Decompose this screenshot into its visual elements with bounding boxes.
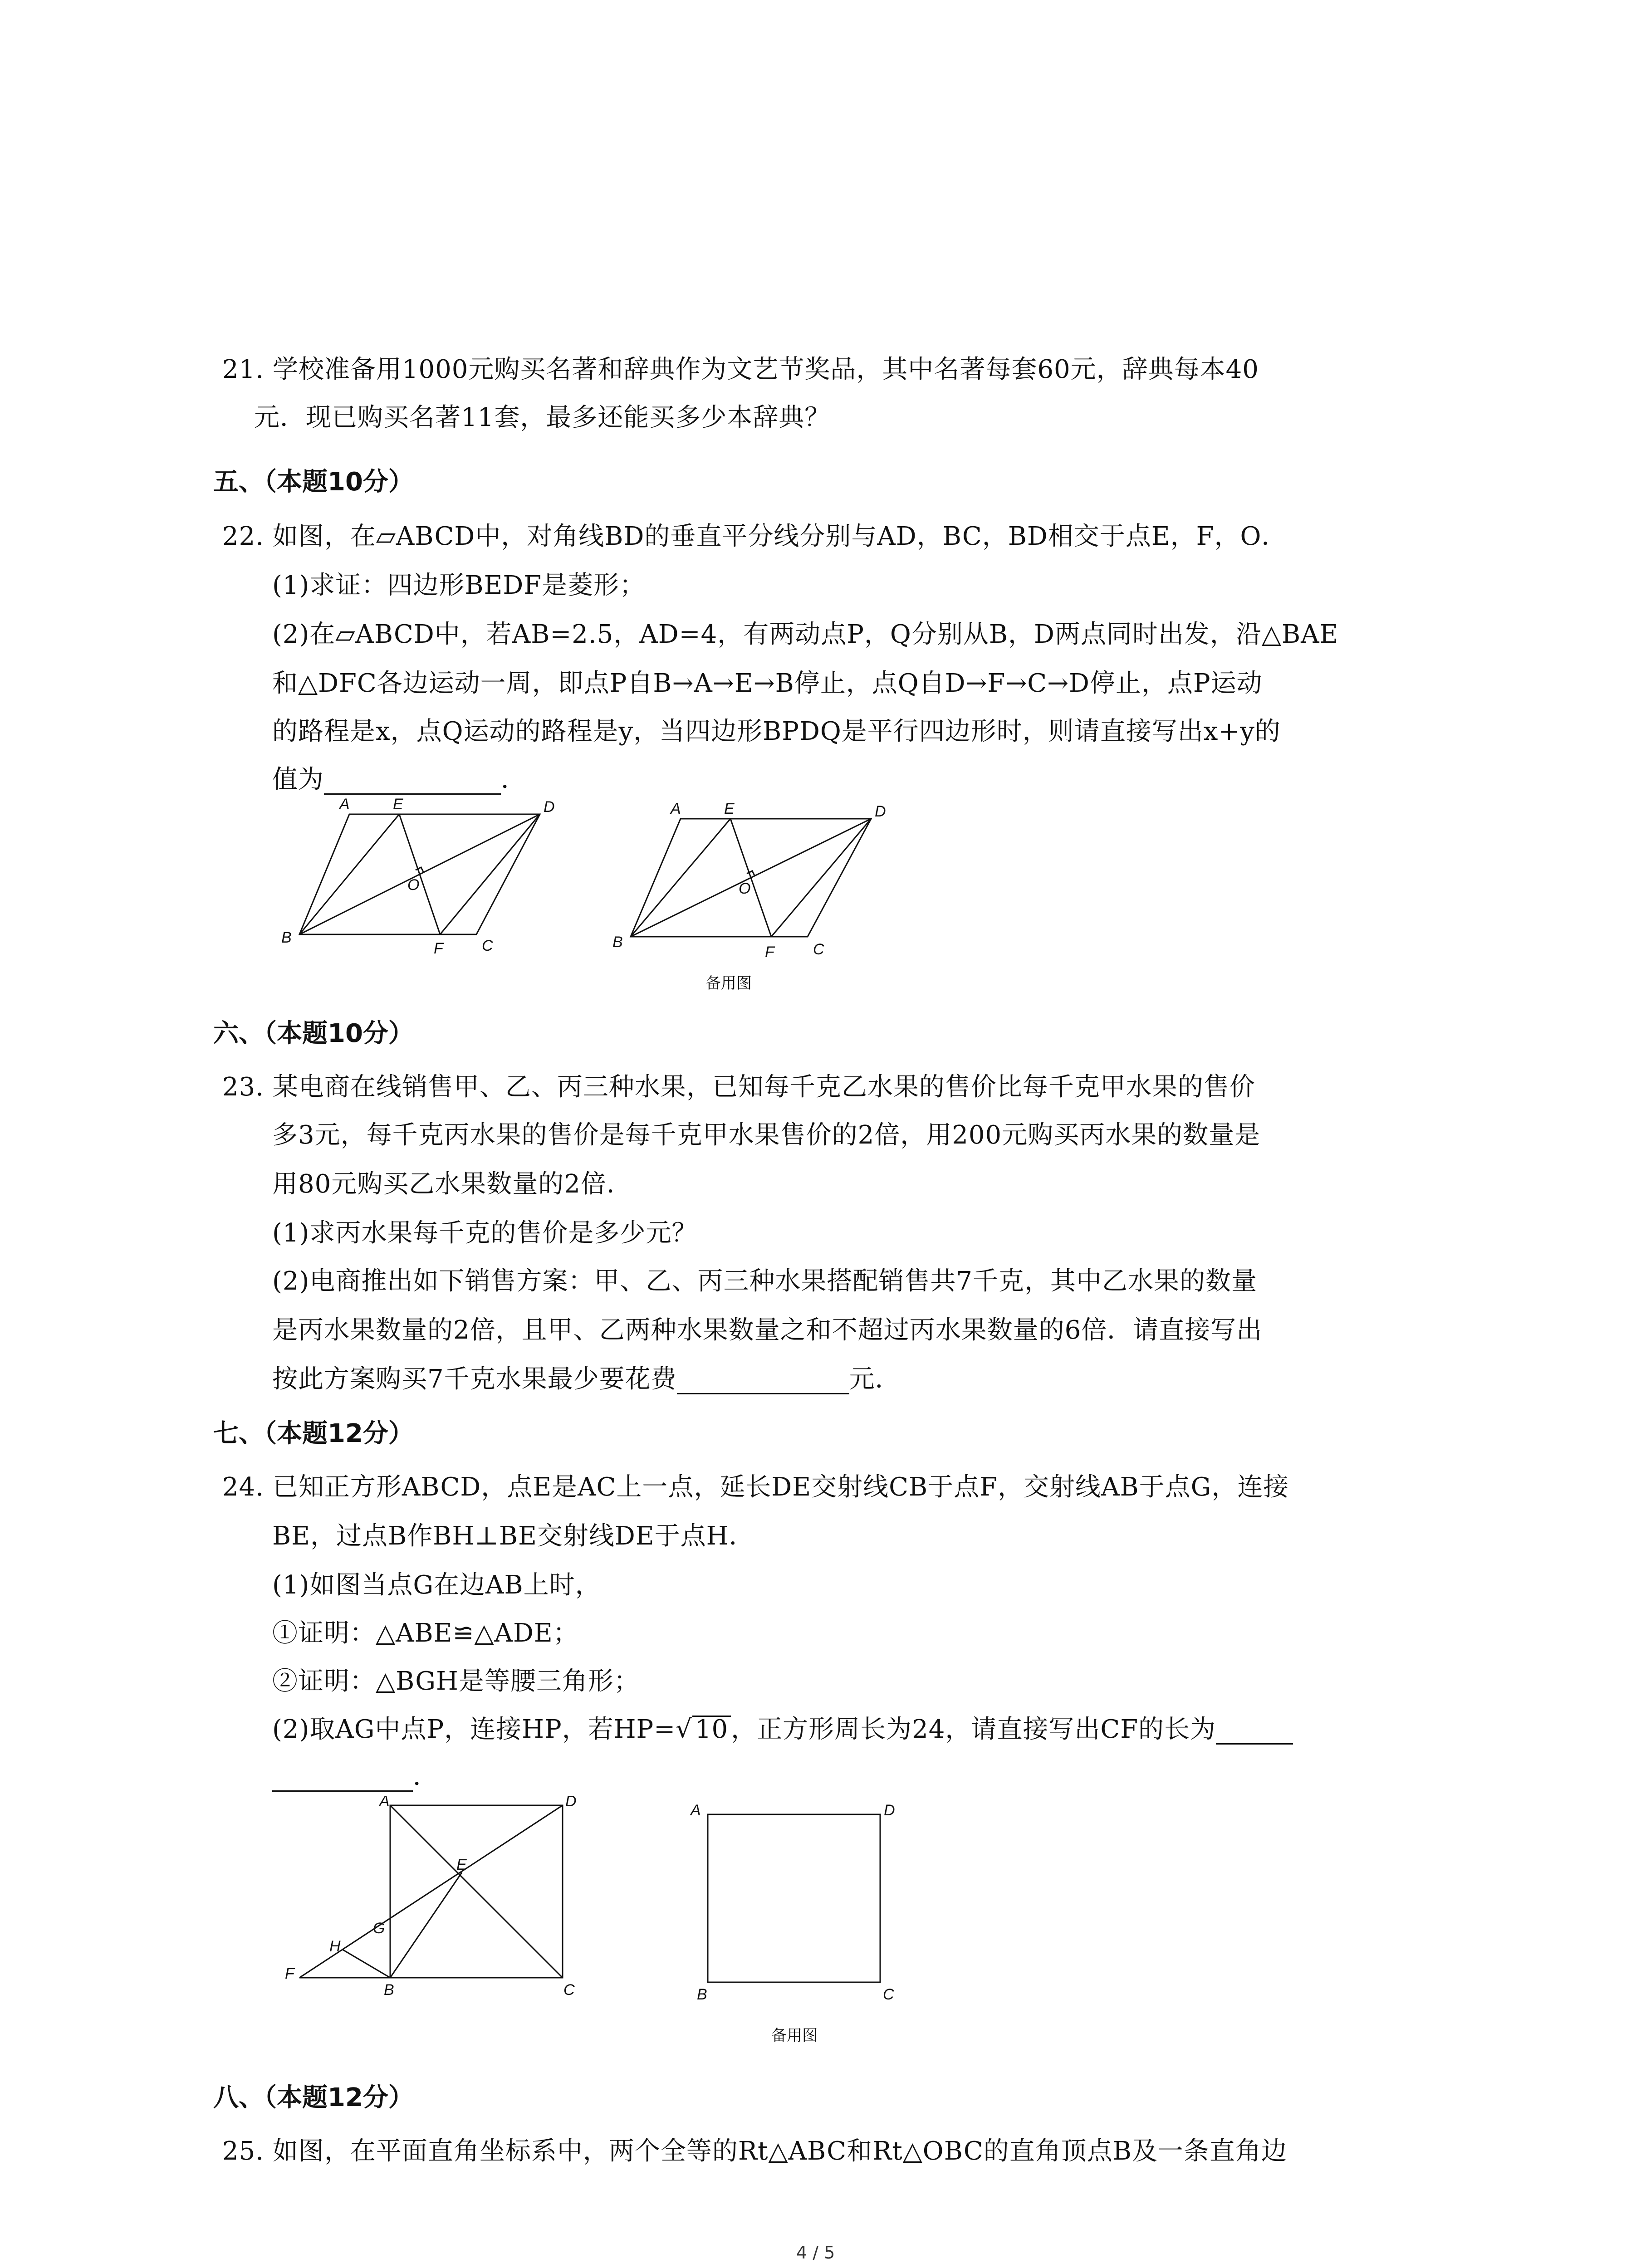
label-b: B	[384, 1981, 394, 1999]
q24-answer-blank-start[interactable]	[1216, 1720, 1293, 1745]
q23-line-2: 多3元，每千克丙水果的售价是每千克甲水果售价的2倍，用200元购买丙水果的数量是	[272, 1120, 1261, 1150]
q23-answer-blank[interactable]	[677, 1369, 849, 1394]
q22-answer-suffix: ．	[501, 765, 527, 794]
segment-be	[390, 1872, 462, 1978]
q23-line-4: (1)求丙水果每千克的售价是多少元？	[272, 1218, 698, 1248]
label-a: A	[671, 803, 681, 817]
label-h: H	[329, 1938, 341, 1955]
q21-line-2: 元．现已购买名著11套，最多还能买多少本辞典？	[254, 403, 831, 432]
q22-line-4: 和△DFC各边运动一周，即点P自B→A→E→B停止，点Q自D→F→C→D停止，点P运动	[272, 669, 1263, 698]
page-number: 4 / 5	[796, 2243, 835, 2263]
sqrt-sign: √	[676, 1715, 692, 1744]
q23-line-1: 23. 某电商在线销售甲、乙、丙三种水果，已知每千克乙水果的售价比每千克甲水果的售价	[222, 1072, 1255, 1102]
q23-line-6: 是丙水果数量的2倍，且甲、乙两种水果数量之和不超过丙水果数量的6倍．请直接写出	[272, 1315, 1263, 1345]
right-angle-mark-spare	[747, 871, 755, 876]
label-d: D	[565, 1796, 577, 1810]
q22-answer-blank[interactable]	[324, 770, 501, 795]
q22-spare-caption: 备用图	[705, 974, 752, 992]
q22-line-6	[272, 765, 527, 795]
label-f: F	[285, 1965, 294, 1982]
segment-ef-spare	[730, 819, 771, 937]
label-c: C	[482, 937, 493, 954]
label-f: F	[434, 940, 443, 957]
q24-spare-caption: 备用图	[771, 2027, 818, 2045]
q25-line-1: 25. 如图，在平面直角坐标系中，两个全等的Rt△ABC和Rt△OBC的直角顶点B及一条直角边	[222, 2136, 1287, 2166]
sqrt-radicand: 10	[692, 1716, 731, 1742]
section-8-heading: 八、（本题12分）	[213, 2083, 414, 2112]
label-e: E	[456, 1856, 467, 1873]
label-a: A	[691, 1802, 701, 1819]
label-d: D	[875, 803, 886, 820]
q24-line-6-prefix: (2)取AG中点P，连接HP，若HP=	[272, 1715, 676, 1744]
q24-line-3: (1)如图当点G在边AB上时，	[272, 1570, 601, 1600]
q22-line-2: (1)求证：四边形BEDF是菱形；	[272, 571, 646, 600]
label-b: B	[281, 929, 292, 946]
q24-figure-main	[272, 1796, 599, 2023]
label-o: O	[739, 880, 751, 897]
label-o: O	[407, 876, 420, 894]
diagonal-ac	[390, 1805, 563, 1978]
label-d: D	[884, 1802, 895, 1819]
q23-answer-prefix: 按此方案购买7千克水果最少要花费	[272, 1364, 677, 1394]
section-6-heading: 六、（本题10分）	[213, 1019, 414, 1048]
section-7-heading: 七、（本题12分）	[213, 1419, 414, 1448]
q24-spare-labels	[690, 1802, 895, 2003]
q22-figure-spare	[603, 803, 921, 966]
label-e: E	[724, 803, 735, 817]
q23-line-5: (2)电商推出如下销售方案：甲、乙、丙三种水果搭配销售共7千克，其中乙水果的数量	[272, 1266, 1257, 1296]
right-angle-mark	[416, 867, 424, 873]
q24-figure-spare	[681, 1796, 935, 2023]
label-c: C	[813, 941, 824, 958]
q23-line-3: 用80元购买乙水果数量的2倍．	[272, 1169, 632, 1199]
section-5-heading: 五、（本题10分）	[213, 467, 414, 497]
q22-answer-prefix: 值为	[272, 765, 324, 794]
label-a: A	[339, 798, 350, 813]
q24-line-6	[272, 1715, 1293, 1745]
label-b: B	[612, 934, 623, 951]
q22-line-3: (2)在▱ABCD中，若AB=2.5，AD=4，有两动点P，Q分别从B，D两点同时出发，沿△BAE	[272, 620, 1339, 649]
segment-be-spare	[631, 819, 730, 937]
q24-answer-blank-end[interactable]	[272, 1767, 413, 1792]
q23-answer-suffix: 元．	[849, 1364, 901, 1394]
q22-line-1: 22. 如图，在▱ABCD中，对角线BD的垂直平分线分别与AD，BC，BD相交于点E，F，O．	[222, 522, 1288, 551]
q23-line-7	[272, 1364, 901, 1394]
q21-line-1: 21. 学校准备用1000元购买名著和辞典作为文艺节奖品，其中名著每套60元，辞典每本40	[222, 355, 1259, 384]
q24-line-6-suffix: ，正方形周长为24，请直接写出CF的长为	[731, 1715, 1216, 1744]
square-abcd-spare	[708, 1814, 880, 1982]
segment-df-spare	[771, 819, 871, 937]
q24-answer-suffix: ．	[413, 1762, 439, 1791]
q24-line-1: 24. 已知正方形ABCD，点E是AC上一点，延长DE交射线CB于点F，交射线AB于点G，连接	[222, 1472, 1289, 1502]
label-d: D	[544, 798, 555, 816]
label-g: G	[373, 1920, 385, 1937]
q24-line-4: ①证明：△ABE≌△ADE；	[272, 1618, 579, 1648]
label-c: C	[563, 1981, 575, 1999]
segment-bh	[343, 1950, 390, 1978]
q22-figure-main	[272, 798, 590, 962]
q24-line-2: BE，过点B作BH⊥BE交射线DE于点H．	[272, 1521, 755, 1551]
segment-df	[440, 814, 540, 934]
label-a: A	[379, 1796, 390, 1810]
q24-line-5: ②证明：△BGH是等腰三角形；	[272, 1667, 640, 1696]
label-c: C	[883, 1986, 894, 2003]
q24-main-labels	[285, 1796, 577, 1999]
q24-line-7	[272, 1762, 439, 1792]
segment-be	[299, 814, 399, 934]
segment-ef	[399, 814, 440, 934]
q22-line-5: 的路程是x，点Q运动的路程是y，当四边形BPDQ是平行四边形时，则请直接写出x+y的	[272, 717, 1281, 746]
label-f: F	[765, 943, 774, 961]
label-e: E	[393, 798, 403, 813]
label-b: B	[697, 1986, 707, 2003]
